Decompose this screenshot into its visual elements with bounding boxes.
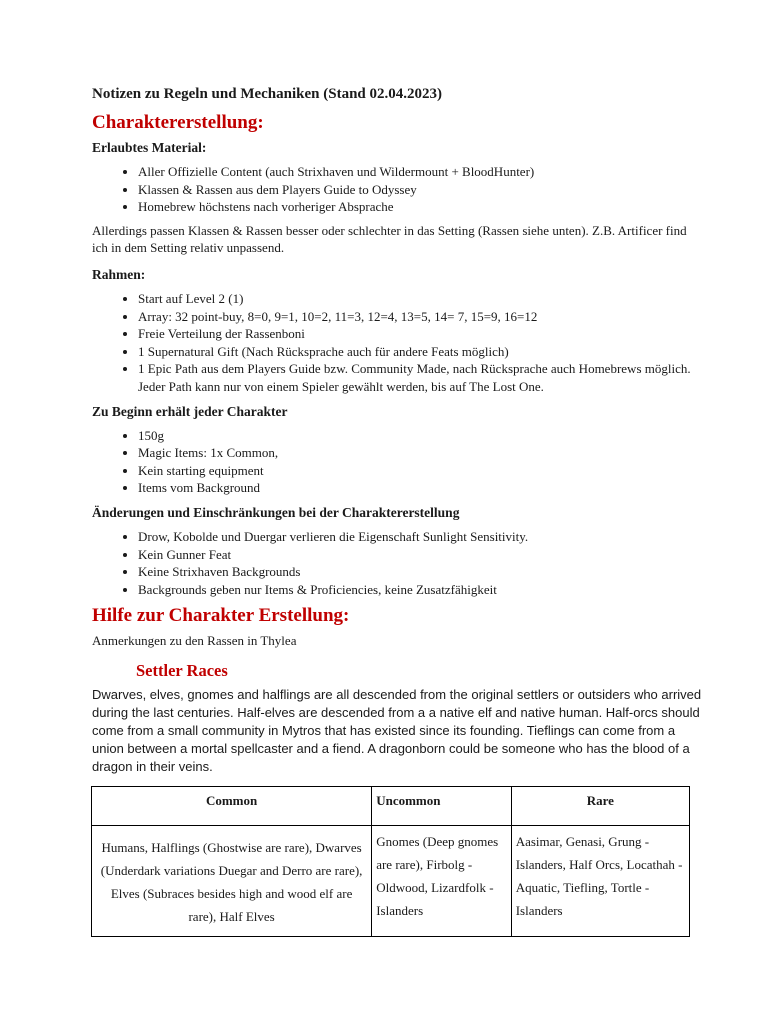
cell-common: Humans, Halflings (Ghostwise are rare), Dwarves (Underdark variations Duegar and Derro are rare), Elves (Subraces besides high and wood elf are rare), Half Elves	[92, 825, 372, 936]
heading-erlaubtes-material-text: Erlaubtes Material	[92, 140, 202, 155]
list-item: • Kein starting equipment	[138, 462, 702, 480]
list-item: • 1 Epic Path aus dem Players Guide bzw. Community Made, nach Rücksprache auch Homebrews möglich. Jeder Path kann nur von einem Spieler gewählt werden, bis auf The Lost One.	[138, 360, 702, 395]
races-table	[91, 786, 690, 937]
list-item: • 150g	[138, 427, 702, 445]
list-item: • Drow, Kobolde und Duergar verlieren die Eigenschaft Sunlight Sensitivity.	[138, 528, 702, 546]
header-common: Common	[92, 786, 372, 825]
table-row	[92, 825, 690, 936]
cell-uncommon: Gnomes (Deep gnomes are rare), Firbolg - Oldwood, Lizardfolk - Islanders	[372, 825, 511, 936]
heading-charaktererstellung: Charaktererstellung:	[92, 112, 264, 133]
list-item: • Kein Gunner Feat	[138, 546, 702, 564]
table-header-row	[92, 786, 690, 825]
list-item: • Klassen & Rassen aus dem Players Guide to Odyssey	[138, 181, 702, 199]
header-rare: Rare	[511, 786, 689, 825]
list-item: • Homebrew höchstens nach vorheriger Absprache	[138, 198, 702, 216]
list-item: • Backgrounds geben nur Items & Proficiencies, keine Zusatzfähigkeit	[138, 581, 702, 599]
material-note: Allerdings passen Klassen & Rassen besser oder schlechter in das Setting (Rassen siehe unten). Z.B. Artificer find ich in dem Setting relativ unpassend.	[92, 222, 687, 256]
list-item: • Start auf Level 2 (1)	[138, 290, 702, 308]
rassen-intro: Anmerkungen zu den Rassen in Thylea	[92, 633, 297, 649]
heading-hilfe-charakter-erstellung: Hilfe zur Charakter Erstellung:	[92, 605, 350, 627]
cell-rare: Aasimar, Genasi, Grung - Islanders, Half Orcs, Locathah - Aquatic, Tiefling, Tortle - Islanders	[511, 825, 689, 936]
heading-erlaubtes-material: Erlaubtes Material:	[92, 140, 207, 155]
list-item: • Aller Offizielle Content (auch Strixhaven und Wildermount + BloodHunter)	[138, 163, 702, 181]
list-item: • Keine Strixhaven Backgrounds	[138, 563, 702, 581]
heading-rahmen: Rahmen:	[92, 266, 146, 282]
rahmen-list	[92, 290, 702, 396]
list-item: • Freie Verteilung der Rassenboni	[138, 325, 702, 343]
heading-aenderungen: Änderungen und Einschränkungen bei der Charaktererstellung	[92, 504, 460, 520]
aenderungen-list	[92, 528, 702, 598]
settler-races-text: Dwarves, elves, gnomes and halflings are all descended from the original settlers or outsiders who arrived during the last centuries. Half-elves are descended from a a native elf and native human. Half-orcs should come from a small community in Mytros that has existed since its founding. Tieflings can come from a union between a mortal spellcaster and a fiend. A dragonborn could be someone who has the blood of a dragon in their veins.	[92, 686, 702, 774]
material-list	[92, 163, 702, 216]
header-uncommon: Uncommon	[372, 786, 511, 825]
document-page	[92, 84, 702, 937]
heading-zu-beginn: Zu Beginn erhält jeder Charakter	[92, 403, 288, 419]
beginn-list	[92, 427, 702, 497]
list-item: • 1 Supernatural Gift (Nach Rücksprache auch für andere Feats möglich)	[138, 343, 702, 361]
document-title: Notizen zu Regeln und Mechaniken (Stand 02.04.2023)	[92, 86, 443, 102]
list-item: • Array: 32 point-buy, 8=0, 9=1, 10=2, 11=3, 12=4, 13=5, 14= 7, 15=9, 16=12	[138, 308, 702, 326]
list-item: • Items vom Background	[138, 479, 702, 497]
heading-settler-races: Settler Races	[136, 660, 228, 680]
list-item: • Magic Items: 1x Common,	[138, 444, 702, 462]
